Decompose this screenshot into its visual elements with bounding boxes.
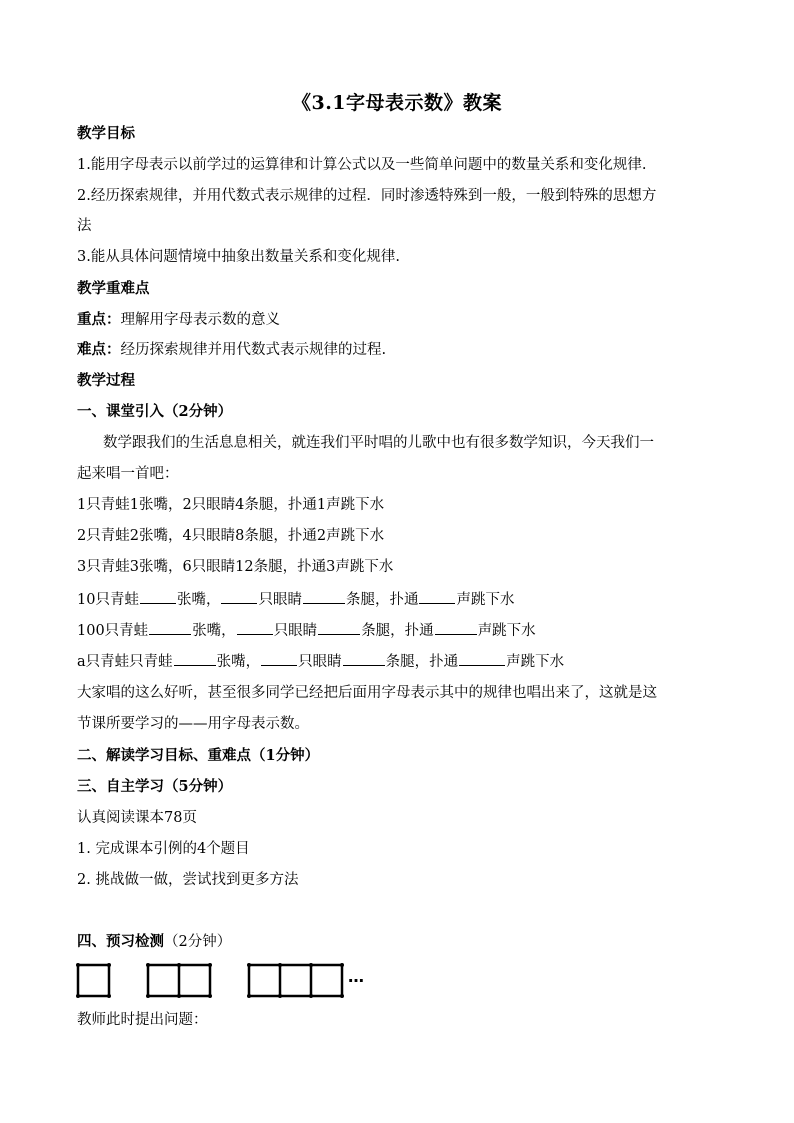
song-text: 条腿，扑通 bbox=[385, 654, 459, 670]
song-text: 声跳下水 bbox=[456, 592, 515, 608]
one-square-figure bbox=[76, 963, 111, 998]
goal-item-2b: 法 bbox=[77, 218, 92, 234]
fill-blank[interactable] bbox=[237, 620, 273, 635]
song-text: 张嘴， bbox=[216, 654, 261, 670]
song-line-3: 3只青蛙3张嘴，6只眼睛12条腿，扑通3声跳下水 bbox=[77, 559, 394, 575]
section-4-heading bbox=[77, 932, 231, 952]
song-line-4 bbox=[77, 589, 514, 610]
section-4-label: 四、预习检测 bbox=[77, 933, 164, 950]
fill-blank[interactable] bbox=[459, 651, 505, 666]
summary-line-1: 大家唱的这么好听，甚至很多同学已经把后面用字母表示其中的规律也唱出来了，这就是这 bbox=[77, 685, 657, 701]
song-line-2: 2只青蛙2张嘴，4只眼睛8条腿，扑通2声跳下水 bbox=[77, 528, 385, 544]
read-instruction: 认真阅读课本78页 bbox=[77, 810, 197, 826]
fill-blank[interactable] bbox=[149, 620, 191, 635]
song-text: 100只青蛙 bbox=[77, 623, 149, 639]
fill-blank[interactable] bbox=[221, 589, 257, 604]
intro-paragraph-line-2: 起来唱一首吧： bbox=[77, 466, 179, 482]
song-text: 张嘴， bbox=[176, 592, 221, 608]
song-line-6 bbox=[77, 651, 564, 672]
fill-blank[interactable] bbox=[318, 620, 360, 635]
song-line-1: 1只青蛙1张嘴，2只眼睛4条腿，扑通1声跳下水 bbox=[77, 497, 385, 513]
fill-blank[interactable] bbox=[419, 589, 455, 604]
song-text: 只眼睛 bbox=[258, 592, 302, 608]
goal-item-2a: 2.经历探索规律，并用代数式表示规律的过程．同时渗透特殊到一般，一般到特殊的思想方 bbox=[77, 188, 657, 204]
three-squares-figure bbox=[247, 963, 344, 998]
hard-text: 经历探索规律并用代数式表示规律的过程. bbox=[120, 342, 387, 358]
fill-blank[interactable] bbox=[435, 620, 477, 635]
fill-blank[interactable] bbox=[303, 589, 345, 604]
fill-blank[interactable] bbox=[174, 651, 216, 666]
keypoints-heading: 教学重难点 bbox=[77, 280, 150, 297]
process-heading: 教学过程 bbox=[77, 372, 135, 389]
two-squares-figure bbox=[146, 963, 212, 998]
key-point bbox=[77, 310, 280, 330]
song-text: 声跳下水 bbox=[477, 623, 536, 639]
song-text: 10只青蛙 bbox=[77, 592, 139, 608]
key-label: 重点： bbox=[77, 311, 121, 328]
hard-point bbox=[77, 340, 386, 360]
goal-item-1: 1.能用字母表示以前学过的运算律和计算公式以及一些简单问题中的数量关系和变化规律. bbox=[77, 157, 647, 173]
goal-item-3: 3.能从具体问题情境中抽象出数量关系和变化规律. bbox=[77, 249, 400, 265]
task-item-1: 1. 完成课本引例的4个题目 bbox=[77, 841, 250, 857]
song-text: 条腿，扑通 bbox=[345, 592, 419, 608]
intro-paragraph-line-1: 数学跟我们的生活息息相关，就连我们平时唱的儿歌中也有很多数学知识，今天我们一 bbox=[103, 435, 654, 451]
song-text: 张嘴， bbox=[192, 623, 236, 639]
song-text: 声跳下水 bbox=[506, 654, 565, 670]
song-text: 只眼睛 bbox=[273, 623, 318, 639]
ellipsis: … bbox=[348, 967, 364, 986]
song-text: 条腿，扑通 bbox=[361, 623, 434, 639]
section-3-heading: 三、自主学习（5分钟） bbox=[77, 778, 233, 795]
page-title: 《3.1字母表示数》教案 bbox=[291, 92, 503, 114]
goals-heading: 教学目标 bbox=[77, 125, 135, 142]
fill-blank[interactable] bbox=[343, 651, 385, 666]
section-1-heading: 一、课堂引入（2分钟） bbox=[77, 403, 233, 420]
section-2-heading: 二、解读学习目标、重难点（1分钟） bbox=[77, 747, 320, 764]
section-4-time: （2分钟） bbox=[164, 934, 232, 950]
key-text: 理解用字母表示数的意义 bbox=[120, 312, 280, 328]
fill-blank[interactable] bbox=[261, 651, 297, 666]
song-text: 只眼睛 bbox=[298, 654, 342, 670]
task-item-2: 2. 挑战做一做，尝试找到更多方法 bbox=[77, 872, 299, 888]
song-line-5 bbox=[77, 620, 536, 641]
hard-label: 难点： bbox=[77, 341, 121, 358]
summary-line-2: 节课所要学习的——用字母表示数。 bbox=[77, 716, 309, 732]
song-text: a只青蛙只青蛙 bbox=[77, 654, 173, 670]
fill-blank[interactable] bbox=[140, 589, 176, 604]
teacher-question: 教师此时提出问题： bbox=[77, 1012, 208, 1028]
matchstick-squares-figure bbox=[74, 960, 374, 1002]
